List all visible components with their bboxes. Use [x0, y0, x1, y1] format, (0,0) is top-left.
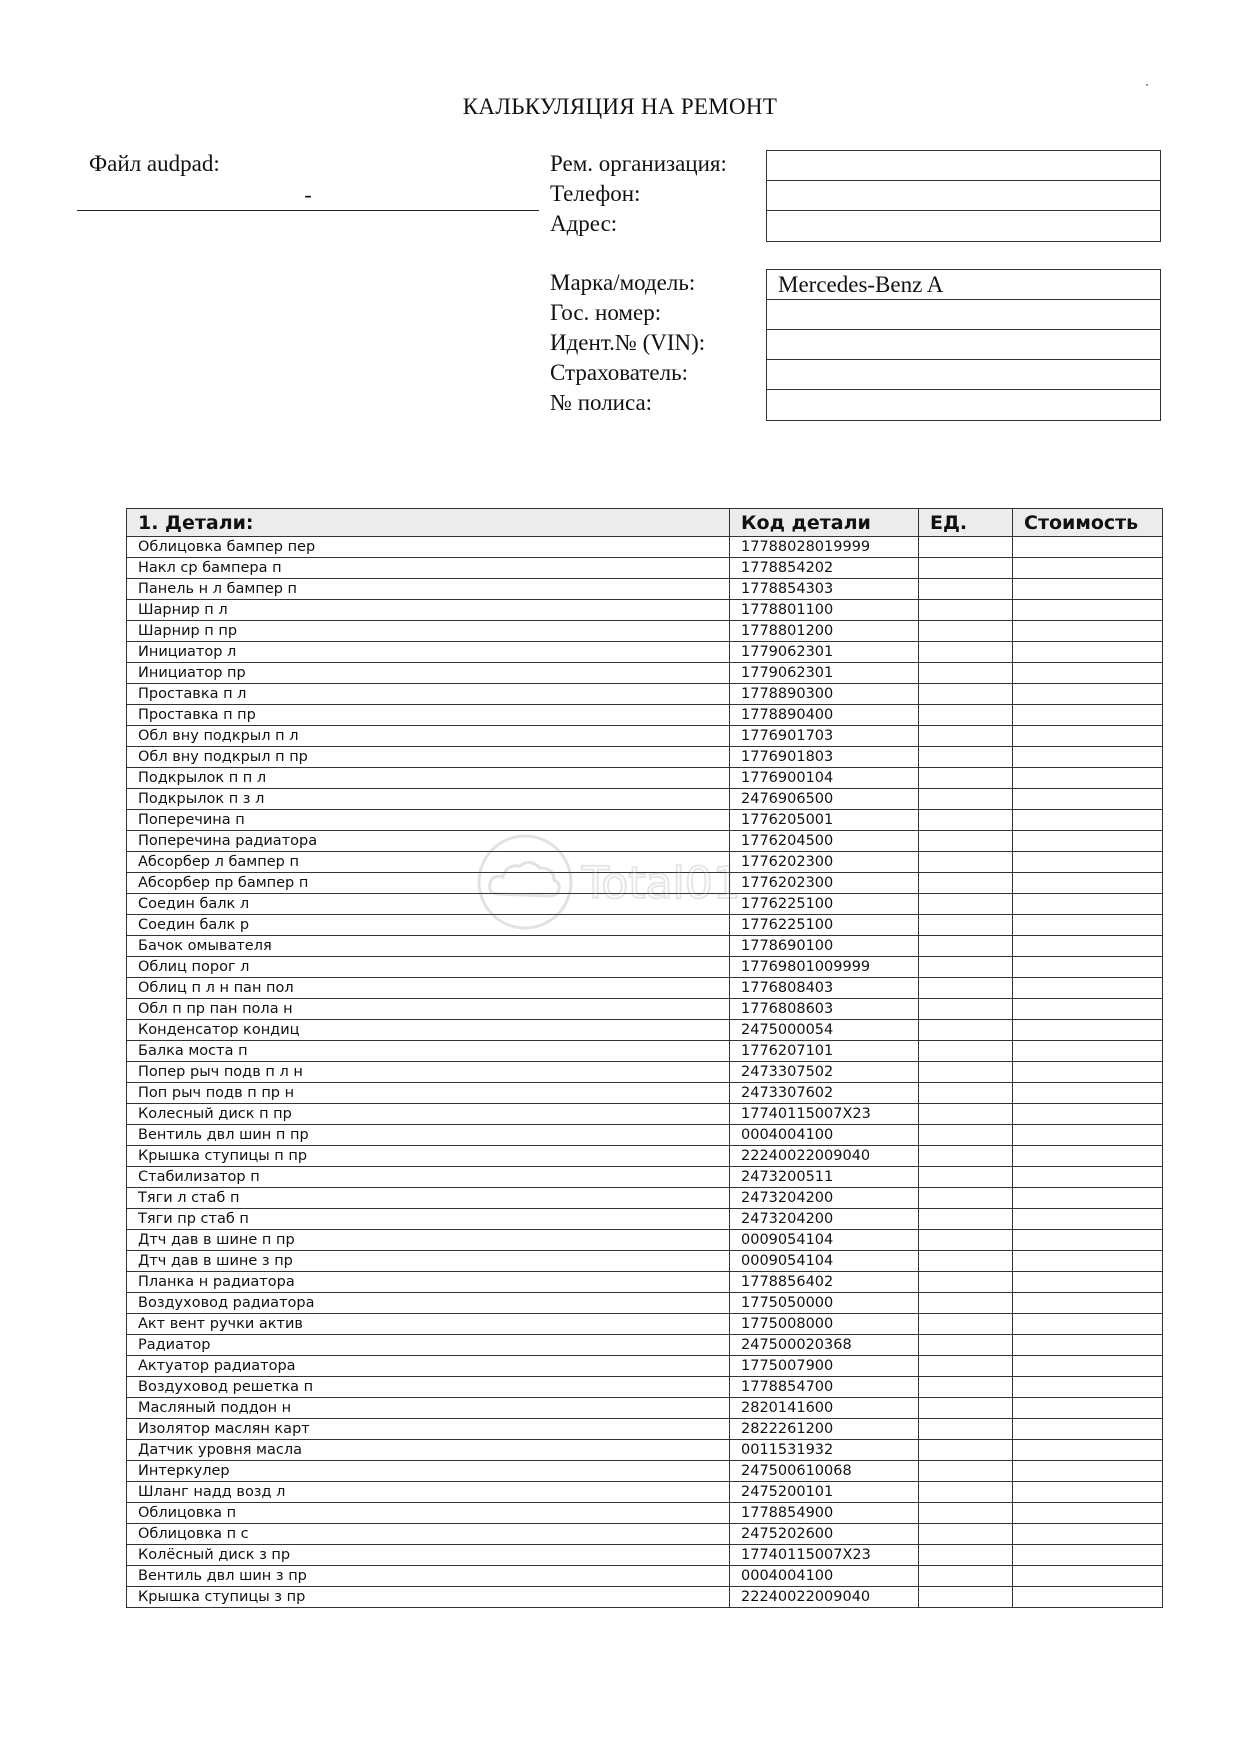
unit-cell — [919, 1041, 1013, 1062]
cost-cell — [1013, 1335, 1163, 1356]
part-name-cell: Абсорбер пр бампер п — [127, 873, 730, 894]
unit-cell — [919, 1524, 1013, 1545]
unit-cell — [919, 600, 1013, 621]
cost-cell — [1013, 1566, 1163, 1587]
unit-cell — [919, 831, 1013, 852]
vin-label: Идент.№ (VIN): — [550, 330, 706, 355]
table-row — [127, 873, 1163, 894]
cost-cell — [1013, 642, 1163, 663]
part-name-cell: Колёсный диск з пр — [127, 1545, 730, 1566]
part-code-cell: 247500610068 — [730, 1461, 919, 1482]
part-name-cell: Акт вент ручки актив — [127, 1314, 730, 1335]
cost-cell — [1013, 1062, 1163, 1083]
plate-field[interactable] — [767, 300, 1160, 330]
part-name-cell: Соедин балк р — [127, 915, 730, 936]
make-model-field[interactable]: Mercedes-Benz A — [767, 270, 1160, 300]
part-code-cell: 1778801200 — [730, 621, 919, 642]
corner-dot — [1146, 84, 1148, 86]
cost-cell — [1013, 1125, 1163, 1146]
part-code-cell: 17769801009999 — [730, 957, 919, 978]
part-name-cell: Крышка ступицы з пр — [127, 1587, 730, 1608]
table-row — [127, 1587, 1163, 1608]
unit-cell — [919, 642, 1013, 663]
part-code-cell: 1776204500 — [730, 831, 919, 852]
insured-label: Страхователь: — [550, 360, 688, 385]
part-code-cell: 1776225100 — [730, 894, 919, 915]
cost-cell — [1013, 1230, 1163, 1251]
cost-cell — [1013, 789, 1163, 810]
vehicle-info-boxes — [766, 269, 1161, 421]
plate-label: Гос. номер: — [550, 300, 662, 325]
cost-cell — [1013, 936, 1163, 957]
table-row — [127, 936, 1163, 957]
part-code-cell: 1776901803 — [730, 747, 919, 768]
part-name-cell: Поперечина п — [127, 810, 730, 831]
part-name-cell: Облицовка п — [127, 1503, 730, 1524]
unit-cell — [919, 1167, 1013, 1188]
unit-cell — [919, 1083, 1013, 1104]
unit-cell — [919, 789, 1013, 810]
part-code-cell: 1778890300 — [730, 684, 919, 705]
part-name-cell: Облиц порог л — [127, 957, 730, 978]
part-code-cell: 0004004100 — [730, 1125, 919, 1146]
header-cost: Стоимость — [1013, 509, 1163, 537]
part-name-cell: Поп рыч подв п пр н — [127, 1083, 730, 1104]
part-code-cell: 1779062301 — [730, 663, 919, 684]
table-row — [127, 957, 1163, 978]
part-name-cell: Облицовка бампер пер — [127, 537, 730, 558]
unit-cell — [919, 1209, 1013, 1230]
part-code-cell: 1776901703 — [730, 726, 919, 747]
cost-cell — [1013, 831, 1163, 852]
cost-cell — [1013, 810, 1163, 831]
part-name-cell: Датчик уровня масла — [127, 1440, 730, 1461]
part-name-cell: Обл п пр пан пола н — [127, 999, 730, 1020]
cost-cell — [1013, 663, 1163, 684]
table-row — [127, 600, 1163, 621]
part-code-cell: 2473307602 — [730, 1083, 919, 1104]
vin-field[interactable] — [767, 330, 1160, 360]
cost-cell — [1013, 915, 1163, 936]
part-name-cell: Обл вну подкрыл п пр — [127, 747, 730, 768]
table-row — [127, 831, 1163, 852]
cost-cell — [1013, 1587, 1163, 1608]
policy-field[interactable] — [767, 390, 1160, 420]
unit-cell — [919, 1104, 1013, 1125]
table-row — [127, 978, 1163, 999]
part-code-cell: 1778854900 — [730, 1503, 919, 1524]
cost-cell — [1013, 1104, 1163, 1125]
part-code-cell: 2475200101 — [730, 1482, 919, 1503]
part-code-cell: 1776202300 — [730, 852, 919, 873]
table-row — [127, 1482, 1163, 1503]
unit-cell — [919, 999, 1013, 1020]
table-row — [127, 1083, 1163, 1104]
table-row — [127, 1188, 1163, 1209]
part-code-cell: 247500020368 — [730, 1335, 919, 1356]
part-name-cell: Подкрылок п п л — [127, 768, 730, 789]
part-code-cell: 0004004100 — [730, 1566, 919, 1587]
cost-cell — [1013, 1545, 1163, 1566]
unit-cell — [919, 915, 1013, 936]
part-code-cell: 2473307502 — [730, 1062, 919, 1083]
unit-cell — [919, 747, 1013, 768]
table-row — [127, 537, 1163, 558]
policy-label: № полиса: — [550, 390, 653, 415]
cost-cell — [1013, 1041, 1163, 1062]
part-name-cell: Панель н л бампер п — [127, 579, 730, 600]
part-code-cell: 1776205001 — [730, 810, 919, 831]
cost-cell — [1013, 1461, 1163, 1482]
cost-cell — [1013, 1146, 1163, 1167]
cost-cell — [1013, 1209, 1163, 1230]
make-model-label: Марка/модель: — [550, 270, 696, 295]
unit-cell — [919, 894, 1013, 915]
part-code-cell: 1778854700 — [730, 1377, 919, 1398]
part-code-cell: 0009054104 — [730, 1251, 919, 1272]
unit-cell — [919, 537, 1013, 558]
unit-cell — [919, 957, 1013, 978]
cost-cell — [1013, 1398, 1163, 1419]
part-name-cell: Тяги л стаб п — [127, 1188, 730, 1209]
part-name-cell: Бачок омывателя — [127, 936, 730, 957]
cost-cell — [1013, 579, 1163, 600]
part-code-cell: 1776900104 — [730, 768, 919, 789]
table-row — [127, 1020, 1163, 1041]
table-row — [127, 684, 1163, 705]
table-row — [127, 1503, 1163, 1524]
cost-cell — [1013, 957, 1163, 978]
parts-table-body — [127, 537, 1163, 1608]
unit-cell — [919, 1419, 1013, 1440]
cost-cell — [1013, 1482, 1163, 1503]
phone-label: Телефон: — [550, 181, 641, 206]
table-row — [127, 1545, 1163, 1566]
unit-cell — [919, 873, 1013, 894]
table-row — [127, 621, 1163, 642]
table-row — [127, 1566, 1163, 1587]
unit-cell — [919, 1272, 1013, 1293]
part-code-cell: 1775008000 — [730, 1314, 919, 1335]
table-row — [127, 852, 1163, 873]
table-row — [127, 663, 1163, 684]
unit-cell — [919, 1398, 1013, 1419]
cost-cell — [1013, 747, 1163, 768]
cost-cell — [1013, 894, 1163, 915]
table-row — [127, 1335, 1163, 1356]
part-name-cell: Воздуховод решетка п — [127, 1377, 730, 1398]
unit-cell — [919, 684, 1013, 705]
cost-cell — [1013, 705, 1163, 726]
part-code-cell: 1778854202 — [730, 558, 919, 579]
cost-cell — [1013, 1503, 1163, 1524]
table-row — [127, 705, 1163, 726]
unit-cell — [919, 579, 1013, 600]
unit-cell — [919, 705, 1013, 726]
unit-cell — [919, 978, 1013, 999]
cost-cell — [1013, 537, 1163, 558]
part-code-cell: 22240022009040 — [730, 1587, 919, 1608]
cost-cell — [1013, 1419, 1163, 1440]
part-code-cell: 1778890400 — [730, 705, 919, 726]
unit-cell — [919, 1482, 1013, 1503]
part-name-cell: Проставка п л — [127, 684, 730, 705]
unit-cell — [919, 936, 1013, 957]
table-row — [127, 1125, 1163, 1146]
cost-cell — [1013, 1440, 1163, 1461]
part-code-cell: 22240022009040 — [730, 1146, 919, 1167]
part-name-cell: Масляный поддон н — [127, 1398, 730, 1419]
part-name-cell: Крышка ступицы п пр — [127, 1146, 730, 1167]
unit-cell — [919, 1503, 1013, 1524]
repair-info-boxes — [766, 150, 1161, 242]
file-underline — [77, 210, 539, 211]
cost-cell — [1013, 621, 1163, 642]
file-dash: - — [304, 182, 312, 207]
table-row — [127, 558, 1163, 579]
part-code-cell: 2820141600 — [730, 1398, 919, 1419]
cost-cell — [1013, 1188, 1163, 1209]
table-row — [127, 1251, 1163, 1272]
unit-cell — [919, 1062, 1013, 1083]
table-row — [127, 999, 1163, 1020]
part-name-cell: Абсорбер л бампер п — [127, 852, 730, 873]
part-name-cell: Инициатор пр — [127, 663, 730, 684]
unit-cell — [919, 1440, 1013, 1461]
unit-cell — [919, 810, 1013, 831]
part-name-cell: Накл ср бампера п — [127, 558, 730, 579]
parts-table — [126, 508, 1163, 1608]
header-unit: ЕД. — [919, 509, 1013, 537]
cost-cell — [1013, 1167, 1163, 1188]
part-name-cell: Вентиль двл шин п пр — [127, 1125, 730, 1146]
part-name-cell: Тяги пр стаб п — [127, 1209, 730, 1230]
table-row — [127, 579, 1163, 600]
cost-cell — [1013, 1083, 1163, 1104]
part-name-cell: Поперечина радиатора — [127, 831, 730, 852]
part-code-cell: 2476906500 — [730, 789, 919, 810]
part-code-cell: 2473200511 — [730, 1167, 919, 1188]
table-row — [127, 1230, 1163, 1251]
part-name-cell: Подкрылок п з л — [127, 789, 730, 810]
part-code-cell: 1779062301 — [730, 642, 919, 663]
part-code-cell: 17740115007X23 — [730, 1104, 919, 1125]
part-code-cell: 2475000054 — [730, 1020, 919, 1041]
part-code-cell: 1776808603 — [730, 999, 919, 1020]
unit-cell — [919, 1251, 1013, 1272]
part-code-cell: 1776207101 — [730, 1041, 919, 1062]
part-name-cell: Стабилизатор п — [127, 1167, 730, 1188]
table-row — [127, 1062, 1163, 1083]
table-row — [127, 768, 1163, 789]
part-name-cell: Обл вну подкрыл п л — [127, 726, 730, 747]
part-name-cell: Облицовка п с — [127, 1524, 730, 1545]
table-row — [127, 1041, 1163, 1062]
table-row — [127, 810, 1163, 831]
table-row — [127, 1314, 1163, 1335]
part-code-cell: 2822261200 — [730, 1419, 919, 1440]
part-code-cell: 1776202300 — [730, 873, 919, 894]
cost-cell — [1013, 1356, 1163, 1377]
part-code-cell: 1775007900 — [730, 1356, 919, 1377]
part-name-cell: Актуатор радиатора — [127, 1356, 730, 1377]
part-code-cell: 1776808403 — [730, 978, 919, 999]
unit-cell — [919, 1356, 1013, 1377]
part-name-cell: Шарнир п пр — [127, 621, 730, 642]
part-code-cell: 1778690100 — [730, 936, 919, 957]
part-name-cell: Балка моста п — [127, 1041, 730, 1062]
cost-cell — [1013, 1314, 1163, 1335]
header-parts: 1. Детали: — [127, 509, 730, 537]
table-row — [127, 1398, 1163, 1419]
part-code-cell: 0009054104 — [730, 1230, 919, 1251]
unit-cell — [919, 1230, 1013, 1251]
part-name-cell: Вентиль двл шин з пр — [127, 1566, 730, 1587]
part-code-cell: 2473204200 — [730, 1188, 919, 1209]
address-field[interactable] — [767, 211, 1160, 241]
part-name-cell: Инициатор л — [127, 642, 730, 663]
table-row — [127, 894, 1163, 915]
part-code-cell: 1778854303 — [730, 579, 919, 600]
unit-cell — [919, 621, 1013, 642]
table-row — [127, 1461, 1163, 1482]
file-label: Файл audpad: — [89, 151, 220, 176]
table-row — [127, 1419, 1163, 1440]
table-row — [127, 1377, 1163, 1398]
table-row — [127, 1356, 1163, 1377]
part-name-cell: Дтч дав в шине п пр — [127, 1230, 730, 1251]
table-row — [127, 1209, 1163, 1230]
unit-cell — [919, 1293, 1013, 1314]
table-row — [127, 747, 1163, 768]
table-row — [127, 789, 1163, 810]
unit-cell — [919, 852, 1013, 873]
cost-cell — [1013, 873, 1163, 894]
phone-field[interactable] — [767, 181, 1160, 211]
unit-cell — [919, 1125, 1013, 1146]
part-name-cell: Конденсатор кондиц — [127, 1020, 730, 1041]
cost-cell — [1013, 999, 1163, 1020]
address-label: Адрес: — [550, 211, 618, 236]
table-row — [127, 1524, 1163, 1545]
cost-cell — [1013, 978, 1163, 999]
watermark-text: Total01 — [582, 858, 741, 909]
cost-cell — [1013, 1293, 1163, 1314]
unit-cell — [919, 1314, 1013, 1335]
part-code-cell: 1775050000 — [730, 1293, 919, 1314]
table-row — [127, 726, 1163, 747]
vehicle-info-labels — [550, 268, 705, 418]
table-row — [127, 1167, 1163, 1188]
part-code-cell: 17788028019999 — [730, 537, 919, 558]
part-code-cell: 1776225100 — [730, 915, 919, 936]
unit-cell — [919, 558, 1013, 579]
cost-cell — [1013, 768, 1163, 789]
part-name-cell: Соедин балк л — [127, 894, 730, 915]
header-part-code: Код детали — [730, 509, 919, 537]
unit-cell — [919, 1545, 1013, 1566]
repair-org-label: Рем. организация: — [550, 151, 727, 176]
table-row — [127, 1146, 1163, 1167]
part-code-cell: 2473204200 — [730, 1209, 919, 1230]
cost-cell — [1013, 1524, 1163, 1545]
part-name-cell: Интеркулер — [127, 1461, 730, 1482]
unit-cell — [919, 768, 1013, 789]
table-row — [127, 1104, 1163, 1125]
cost-cell — [1013, 1020, 1163, 1041]
part-code-cell: 1778856402 — [730, 1272, 919, 1293]
cost-cell — [1013, 852, 1163, 873]
unit-cell — [919, 1188, 1013, 1209]
part-name-cell: Изолятор маслян карт — [127, 1419, 730, 1440]
unit-cell — [919, 1566, 1013, 1587]
document-title: КАЛЬКУЛЯЦИЯ НА РЕМОНТ — [462, 94, 778, 119]
table-row — [127, 642, 1163, 663]
table-row — [127, 1440, 1163, 1461]
repair-org-field[interactable] — [767, 151, 1160, 181]
part-name-cell: Радиатор — [127, 1335, 730, 1356]
part-name-cell: Воздуховод радиатора — [127, 1293, 730, 1314]
table-row — [127, 915, 1163, 936]
part-name-cell: Облиц п л н пан пол — [127, 978, 730, 999]
cost-cell — [1013, 1272, 1163, 1293]
unit-cell — [919, 1461, 1013, 1482]
part-name-cell: Проставка п пр — [127, 705, 730, 726]
cost-cell — [1013, 558, 1163, 579]
part-code-cell: 17740115007X23 — [730, 1545, 919, 1566]
cost-cell — [1013, 600, 1163, 621]
repair-info-labels — [550, 149, 727, 239]
cost-cell — [1013, 726, 1163, 747]
part-code-cell: 0011531932 — [730, 1440, 919, 1461]
part-name-cell: Попер рыч подв п л н — [127, 1062, 730, 1083]
unit-cell — [919, 1587, 1013, 1608]
table-row — [127, 1272, 1163, 1293]
unit-cell — [919, 1146, 1013, 1167]
cost-cell — [1013, 1251, 1163, 1272]
table-row — [127, 1293, 1163, 1314]
part-name-cell: Шланг надд возд л — [127, 1482, 730, 1503]
parts-table-header — [127, 509, 1163, 537]
unit-cell — [919, 1377, 1013, 1398]
unit-cell — [919, 1335, 1013, 1356]
part-name-cell: Планка н радиатора — [127, 1272, 730, 1293]
unit-cell — [919, 1020, 1013, 1041]
unit-cell — [919, 663, 1013, 684]
cost-cell — [1013, 1377, 1163, 1398]
unit-cell — [919, 726, 1013, 747]
part-name-cell: Шарнир п л — [127, 600, 730, 621]
part-code-cell: 1778801100 — [730, 600, 919, 621]
cost-cell — [1013, 684, 1163, 705]
part-name-cell: Колесный диск п пр — [127, 1104, 730, 1125]
insured-field[interactable] — [767, 360, 1160, 390]
part-name-cell: Дтч дав в шине з пр — [127, 1251, 730, 1272]
part-code-cell: 2475202600 — [730, 1524, 919, 1545]
